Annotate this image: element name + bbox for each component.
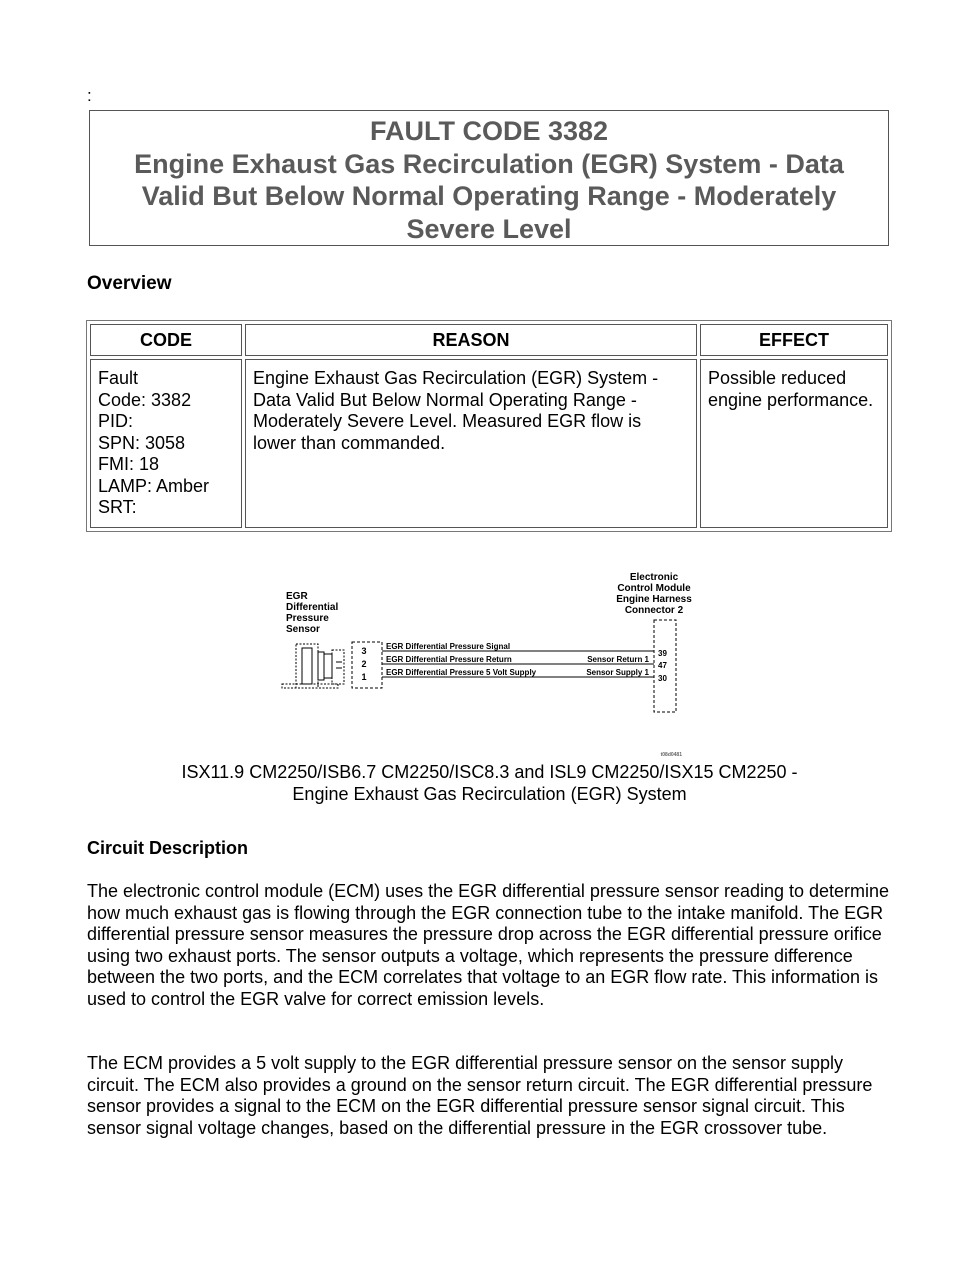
ecm-wire-label: Sensor Return 1 <box>587 655 649 664</box>
wire-label: EGR Differential Pressure Return <box>386 655 512 664</box>
code-line: FMI: 18 <box>98 454 160 474</box>
code-line: SRT: <box>98 497 137 517</box>
figure-id: t08d0481 <box>660 752 682 758</box>
leading-colon: : <box>87 86 92 105</box>
ecm-label-line: Electronic <box>629 572 679 583</box>
circuit-paragraph-2: The ECM provides a 5 volt supply to the EGR differential pressure sensor on the sensor supply circuit. The ECM also provides a ground on the sensor return circuit. The EGR differential pressure sensor provides a signal to the ECM on the EGR differential pressure sensor signal circuit. This sensor signal voltage changes, based on the differential pressure in the EGR crossover tube. <box>87 1053 873 1138</box>
cell-effect: Possible reduced engine performance. <box>700 359 888 528</box>
egr-wiring-diagram <box>278 568 708 763</box>
ecm-pin: 30 <box>658 674 667 683</box>
ecm-label-line: Control Module <box>617 583 691 594</box>
circuit-paragraph-1: The electronic control module (ECM) uses the EGR differential pressure sensor reading to determine how much exhaust gas is flowing through the EGR connection tube to the intake manifold. The EGR differential pressure sensor measures the pressure drop across the EGR differential pressure orifice using two exhaust ports. The sensor outputs a voltage, which represents the pressure difference between the two ports, and the ECM correlates that voltage to an EGR flow rate. This information is used to control the EGR valve for correct emission levels. <box>87 881 890 1009</box>
sensor-label-line: Pressure <box>286 613 329 624</box>
sensor-pin: 2 <box>361 659 367 669</box>
figure-caption <box>0 761 979 805</box>
code-line: PID: <box>98 411 134 431</box>
table-row <box>90 359 888 528</box>
code-line: Code: 3382 <box>98 389 192 410</box>
sensor-label-line: Differential <box>286 602 339 613</box>
ecm-label-line: Engine Harness <box>616 594 692 605</box>
header-effect: EFFECT <box>700 324 888 356</box>
ecm-pin: 47 <box>658 661 667 670</box>
pressure-sensor-icon <box>282 644 344 688</box>
sensor-label-line: Sensor <box>286 624 320 635</box>
code-line: LAMP: Amber <box>98 475 210 496</box>
ecm-label-line: Connector 2 <box>624 605 684 616</box>
fault-title-line: Severe Level <box>406 213 572 244</box>
table-header-row <box>90 324 888 356</box>
wire-label: EGR Differential Pressure 5 Volt Supply <box>386 668 537 677</box>
code-line: SPN: 3058 <box>98 432 186 453</box>
fault-title-line: Engine Exhaust Gas Recirculation (EGR) System - Data <box>134 148 844 179</box>
sensor-label-line: EGR <box>286 591 308 602</box>
fault-table <box>86 320 892 532</box>
ecm-wire-label: Sensor Supply 1 <box>586 668 649 677</box>
circuit-description-heading: Circuit Description <box>87 838 249 858</box>
sensor-connector-icon <box>352 642 382 688</box>
caption-line: Engine Exhaust Gas Recirculation (EGR) System <box>292 784 687 804</box>
fault-title-line: Valid But Below Normal Operating Range - Moderately <box>141 181 837 211</box>
overview-heading: Overview <box>87 273 172 294</box>
cell-reason: Engine Exhaust Gas Recirculation (EGR) System - Data Valid But Below Normal Operating Range - Moderately Severe Level. Measured EGR flow is lower than commanded. <box>245 359 697 528</box>
code-line: Fault <box>98 368 139 388</box>
caption-line: ISX11.9 CM2250/ISB6.7 CM2250/ISC8.3 and ISL9 CM2250/ISX15 CM2250 - <box>181 762 798 782</box>
wire-label: EGR Differential Pressure Signal <box>386 642 511 651</box>
header-code: CODE <box>90 324 242 356</box>
fault-code-title: FAULT CODE 3382 <box>369 116 609 146</box>
cell-code <box>90 359 242 528</box>
header-reason: REASON <box>245 324 697 356</box>
ecm-pin: 39 <box>658 649 667 658</box>
sensor-pin: 1 <box>361 672 367 682</box>
fault-title-box <box>89 110 889 246</box>
sensor-pin: 3 <box>361 646 367 656</box>
